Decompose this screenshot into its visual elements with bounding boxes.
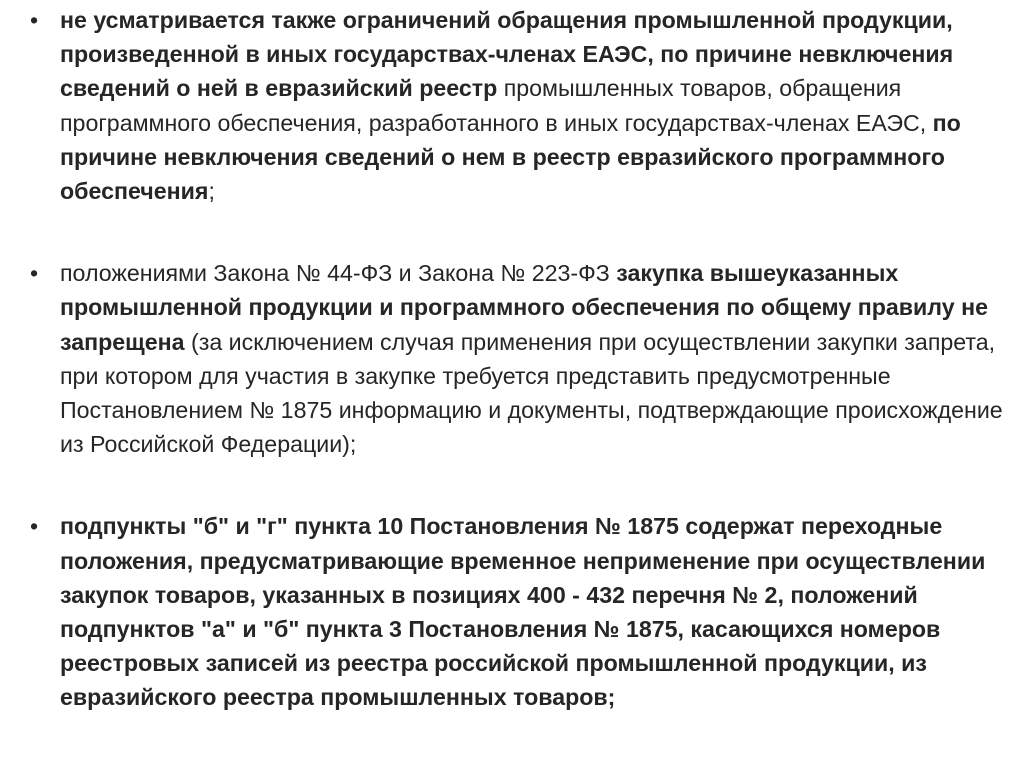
text-segment: подпункты "б" и "г" пункта 10 Постановления № 1875 содержат переходные положения, предусматривающие временное неприменение при осуществлении закупок товаров, указанных в позициях 400 - 432 перечня № 2, положений подпунктов "а" и "б" пункта 3 Постановления № 1875, касающихся номеров реестровых записей из реестра российской промышленной продукции, из евразийского реестра промышленных товаров;: [60, 513, 986, 711]
text-segment: не усматривается также ограничений обращения промышленной продукции, произведенной в иных государствах-членах ЕАЭС, по причине невключения сведений о ней в евразийский реестр: [60, 7, 954, 102]
text-segment: по причине невключения сведений о нем в реестр евразийского программного обеспечения: [60, 109, 961, 205]
text-segment: ;: [208, 178, 215, 205]
bullet-list: [30, 3, 1020, 715]
bullet-dot-icon: •: [30, 7, 39, 33]
bullet-item-1: [30, 3, 1020, 208]
text-segment: положениями Закона № 44-ФЗ и Закона № 223-ФЗ: [60, 260, 617, 287]
text-segment: (за исключением случая применения при осуществлении закупки запрета, при котором для участия в закупке требуется представить предусмотренные Постановлением № 1875 информацию и документы, подтверждающие происхождение из Российской Федерации);: [60, 328, 1003, 458]
bullet-dot-icon: •: [30, 260, 39, 287]
bullet-item-2: [30, 256, 1020, 461]
bullet-dot-icon: •: [30, 513, 39, 540]
bullet-item-3: [30, 509, 1020, 714]
text-segment: промышленных товаров, обращения программного обеспечения, разработанного в иных государствах-членах ЕАЭС,: [60, 75, 933, 136]
text-segment: закупка вышеуказанных промышленной продукции и программного обеспечения по общему правилу не запрещена: [60, 260, 988, 355]
